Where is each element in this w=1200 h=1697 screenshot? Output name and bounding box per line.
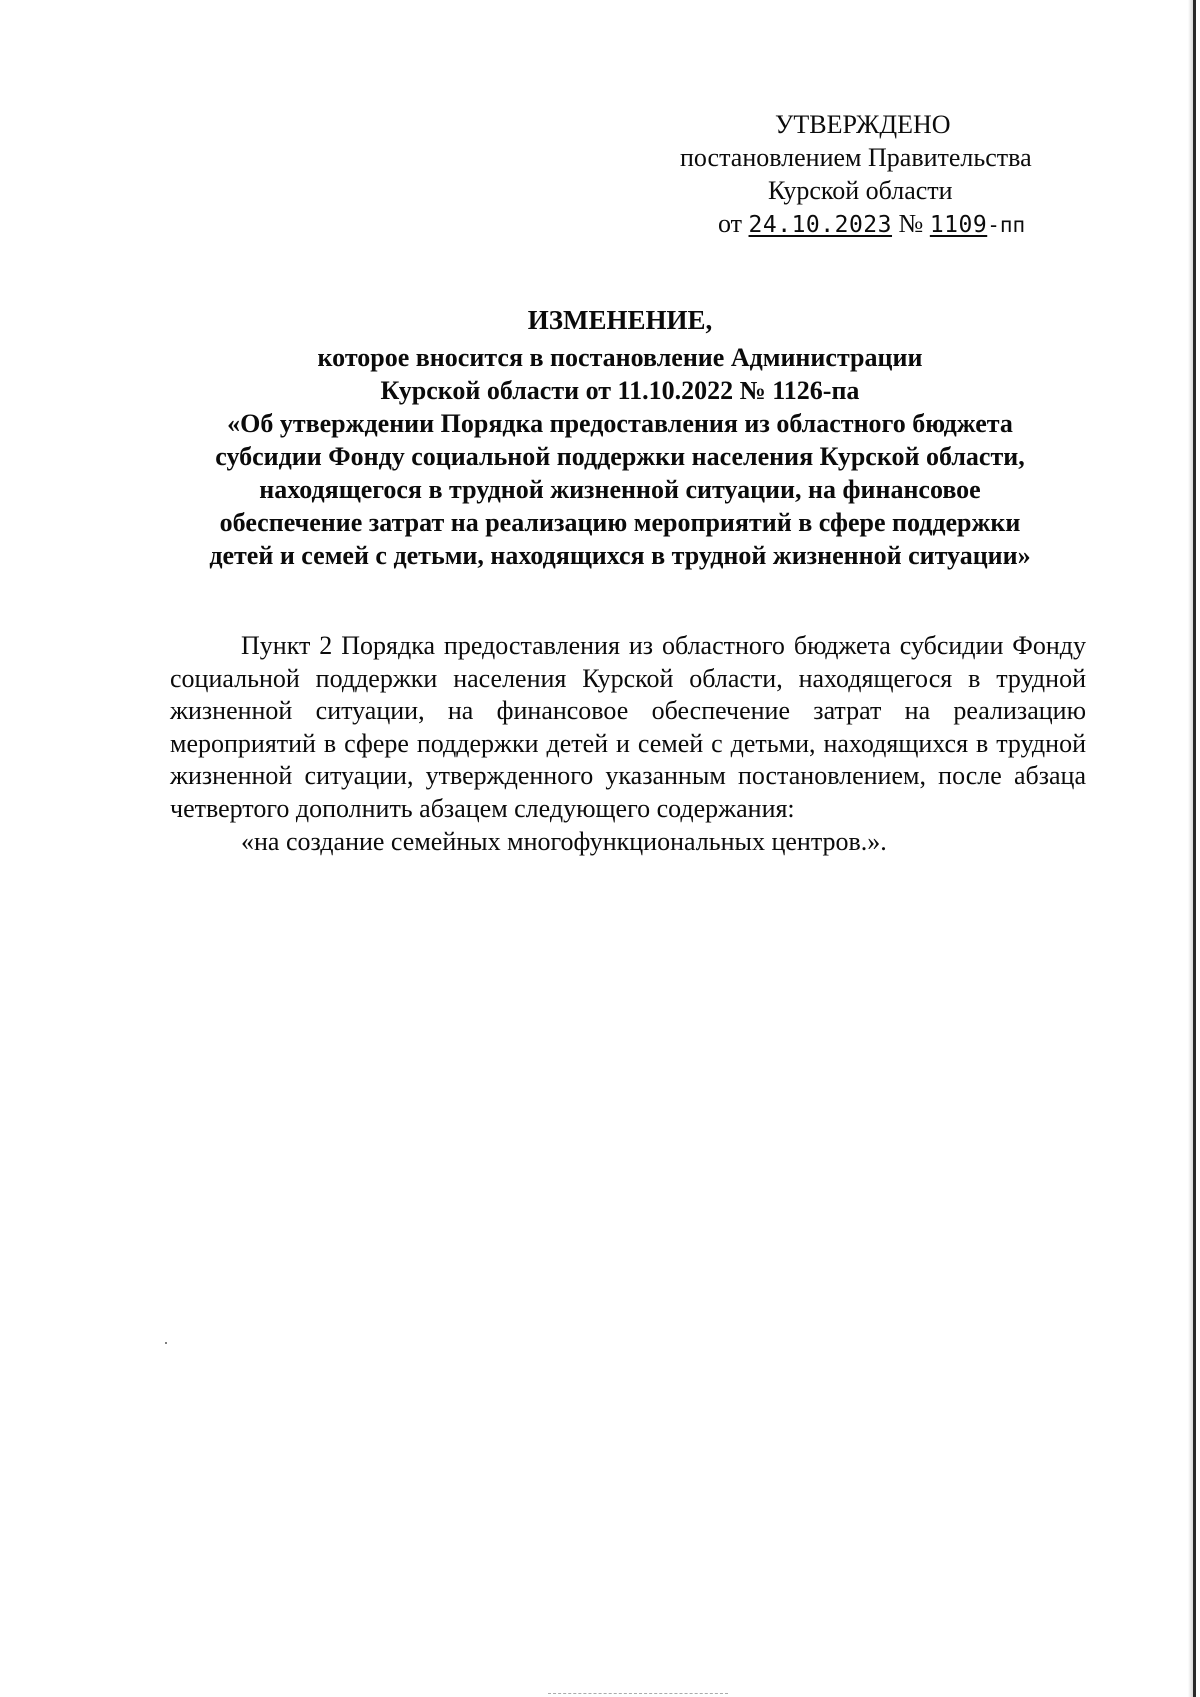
scan-bottom-marks (548, 1693, 728, 1696)
heading-line: «Об утверждении Порядка предоставления из областного бюджета (227, 409, 1013, 438)
body-paragraph-2: «на создание семейных многофункциональных центров.». (241, 826, 887, 856)
document-body (170, 630, 1086, 858)
heading-line: обеспечение затрат на реализацию мероприятий в сфере поддержки (219, 508, 1021, 537)
heading-line: которое вносится в постановление Администрации (317, 343, 923, 372)
number-sign: № (898, 209, 924, 238)
body-paragraph-1: Пункт 2 Порядка предоставления из областного бюджета субсидии Фонду социальной поддержки населения Курской области, находящегося в трудной жизненной ситуации, на финансовое обеспечение затрат на реализацию мероприятий в сфере поддержки детей и семей с детьми, находящихся в трудной жизненной ситуации, утвержденного указанным постановлением, после абзаца четвертого дополнить абзацем следующего содержания: (170, 631, 1086, 823)
heading-title: ИЗМЕНЕНИЕ, (527, 305, 713, 335)
number-value: 1109 (929, 212, 988, 238)
scan-edge (1193, 0, 1196, 1697)
number-suffix: -пп (987, 213, 1026, 237)
approval-date-number-line (718, 207, 1025, 242)
heading-line: субсидии Фонду социальной поддержки населения Курской области, (215, 442, 1025, 471)
approval-status: УТВЕРЖДЕНО (775, 110, 951, 139)
approval-by-line: постановлением Правительства (680, 143, 1032, 172)
heading-line: Курской области от 11.10.2022 № 1126-па (380, 376, 860, 405)
date-value: 24.10.2023 (748, 212, 893, 238)
scan-speck (165, 1342, 167, 1344)
document-heading (160, 304, 1080, 572)
approval-region-line: Курской области (768, 176, 953, 205)
heading-line: находящегося в трудной жизненной ситуации, на финансовое (259, 475, 981, 504)
date-prefix: от (718, 209, 743, 238)
heading-line: детей и семей с детьми, находящихся в трудной жизненной ситуации» (209, 541, 1031, 570)
